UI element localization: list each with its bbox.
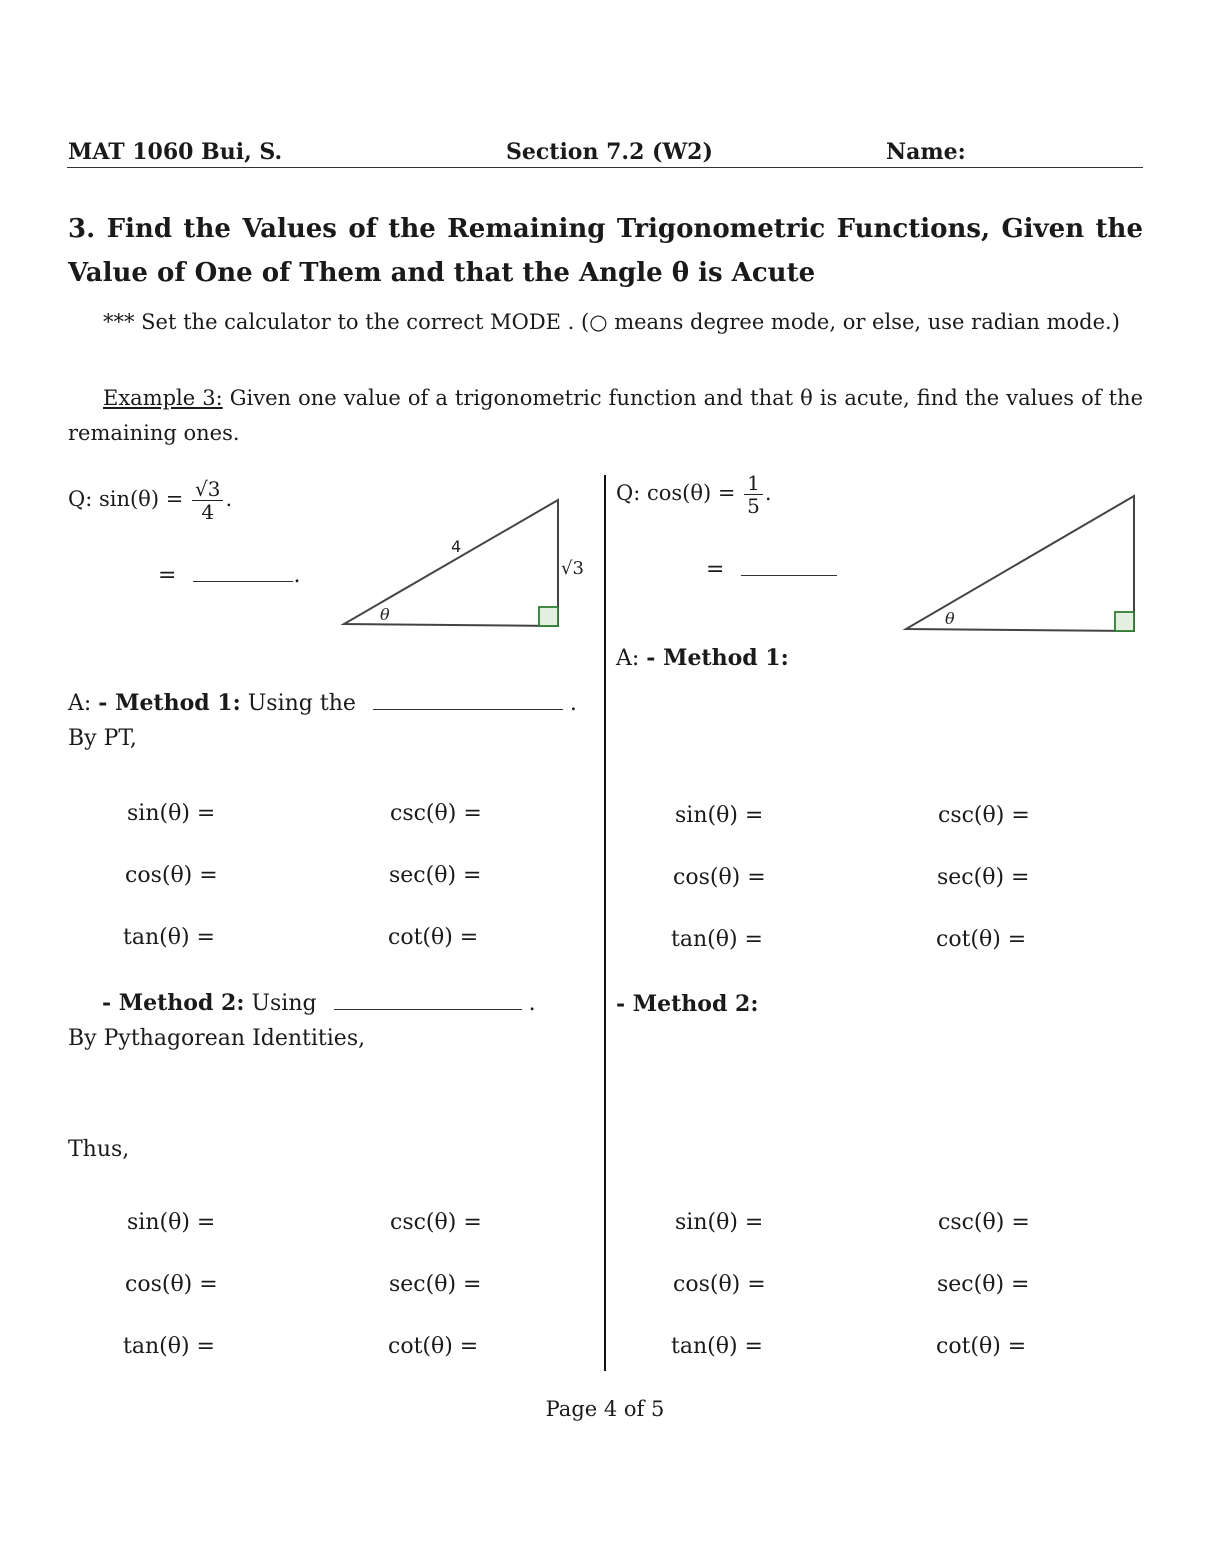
right-triangle-diagram — [895, 485, 1145, 640]
left-eq-blank — [193, 581, 293, 582]
left-m2-sec: sec(θ) = — [389, 1272, 482, 1297]
left-eq-suffix: . — [293, 563, 301, 588]
left-eq-sign: = — [158, 563, 177, 588]
section-label: Section 7.2 (W2) — [506, 139, 713, 165]
right-m1-cos: cos(θ) = — [673, 865, 766, 890]
problem-title: 3. Find the Values of the Remaining Trigonometric Functions, Given the Value of One of Them and that the Angle θ is Acute — [68, 214, 1143, 288]
right-eq-blank — [741, 575, 837, 576]
example-text: Given one value of a trigonometric function and that θ is acute, find the values of the remaining ones. — [68, 386, 1143, 445]
left-m1-sec: sec(θ) = — [389, 863, 482, 888]
left-hyp-label: 4 — [451, 537, 462, 556]
left-method1-blank — [373, 709, 563, 710]
course-label: MAT 1060 Bui, S. — [68, 139, 283, 165]
left-method1-heading: - Method 1: — [98, 690, 241, 716]
left-m2-cos: cos(θ) = — [125, 1272, 218, 1297]
left-m1-cos: cos(θ) = — [125, 863, 218, 888]
right-method1-prefix: A: — [616, 646, 647, 671]
right-m1-cot: cot(θ) = — [936, 927, 1027, 952]
right-question-numerator: 1 — [744, 472, 763, 495]
right-right-angle-marker — [1115, 612, 1134, 631]
left-m2-tan: tan(θ) = — [123, 1334, 215, 1359]
left-method2-blank — [334, 1009, 522, 1010]
left-question-suffix: . — [225, 487, 233, 511]
left-by-pt: By PT, — [68, 726, 137, 751]
left-m1-cot: cot(θ) = — [388, 925, 479, 950]
right-m2-sec: sec(θ) = — [937, 1272, 1030, 1297]
right-question — [616, 472, 772, 517]
right-m2-sin: sin(θ) = — [675, 1210, 764, 1235]
example-statement — [68, 381, 1143, 451]
right-m1-tan: tan(θ) = — [671, 927, 763, 952]
left-thus: Thus, — [68, 1137, 130, 1162]
left-m2-sin: sin(θ) = — [127, 1210, 216, 1235]
right-method1-line — [616, 645, 789, 671]
left-question-fraction — [192, 478, 223, 523]
left-method2-end: . — [528, 991, 536, 1016]
right-m2-csc: csc(θ) = — [938, 1210, 1030, 1235]
left-triangle-diagram — [330, 490, 600, 640]
left-method2-line — [102, 990, 536, 1016]
left-question-prefix: Q: sin(θ) = — [68, 487, 190, 511]
left-method1-text: Using the — [240, 691, 356, 716]
left-method1-end: . — [569, 691, 577, 716]
left-m2-cot: cot(θ) = — [388, 1334, 479, 1359]
right-question-prefix: Q: cos(θ) = — [616, 481, 743, 505]
right-equation-line — [706, 557, 837, 582]
left-question — [68, 478, 232, 523]
right-angle-label: θ — [945, 609, 955, 628]
left-method1-prefix: A: — [68, 691, 99, 716]
left-m1-tan: tan(θ) = — [123, 925, 215, 950]
left-equation-line — [158, 563, 300, 588]
left-right-angle-marker — [539, 607, 558, 626]
header-rule — [67, 167, 1143, 168]
left-method2-text: Using — [244, 991, 317, 1016]
left-m1-sin: sin(θ) = — [127, 801, 216, 826]
left-by-identities: By Pythagorean Identities, — [68, 1026, 366, 1051]
left-m1-csc: csc(θ) = — [390, 801, 482, 826]
right-m2-cot: cot(θ) = — [936, 1334, 1027, 1359]
right-method1-heading: - Method 1: — [646, 645, 789, 671]
left-m2-csc: csc(θ) = — [390, 1210, 482, 1235]
left-question-denominator: 4 — [201, 500, 215, 524]
left-triangle — [344, 500, 558, 626]
right-question-suffix: . — [764, 481, 772, 505]
right-method2-heading: - Method 2: — [616, 991, 759, 1017]
column-divider — [604, 475, 606, 1371]
right-question-denominator: 5 — [747, 494, 760, 518]
left-method2-heading: - Method 2: — [102, 990, 245, 1016]
left-method1-line — [68, 690, 577, 716]
right-m2-cos: cos(θ) = — [673, 1272, 766, 1297]
left-question-numerator: √3 — [192, 478, 223, 501]
left-opp-label: √3 — [561, 558, 584, 579]
right-m1-sec: sec(θ) = — [937, 865, 1030, 890]
right-m2-tan: tan(θ) = — [671, 1334, 763, 1359]
right-triangle — [906, 496, 1134, 631]
right-question-fraction — [744, 472, 763, 517]
right-eq-sign: = — [706, 557, 725, 582]
example-label: Example 3: — [103, 386, 223, 410]
right-m1-csc: csc(θ) = — [938, 803, 1030, 828]
page-number: Page 4 of 5 — [545, 1397, 665, 1421]
right-method2-line — [616, 991, 758, 1017]
name-label: Name: — [886, 139, 966, 165]
calculator-note: *** Set the calculator to the correct MODE . (○ means degree mode, or else, use radian mode.) — [103, 310, 1120, 334]
right-m1-sin: sin(θ) = — [675, 803, 764, 828]
left-angle-label: θ — [380, 605, 390, 624]
